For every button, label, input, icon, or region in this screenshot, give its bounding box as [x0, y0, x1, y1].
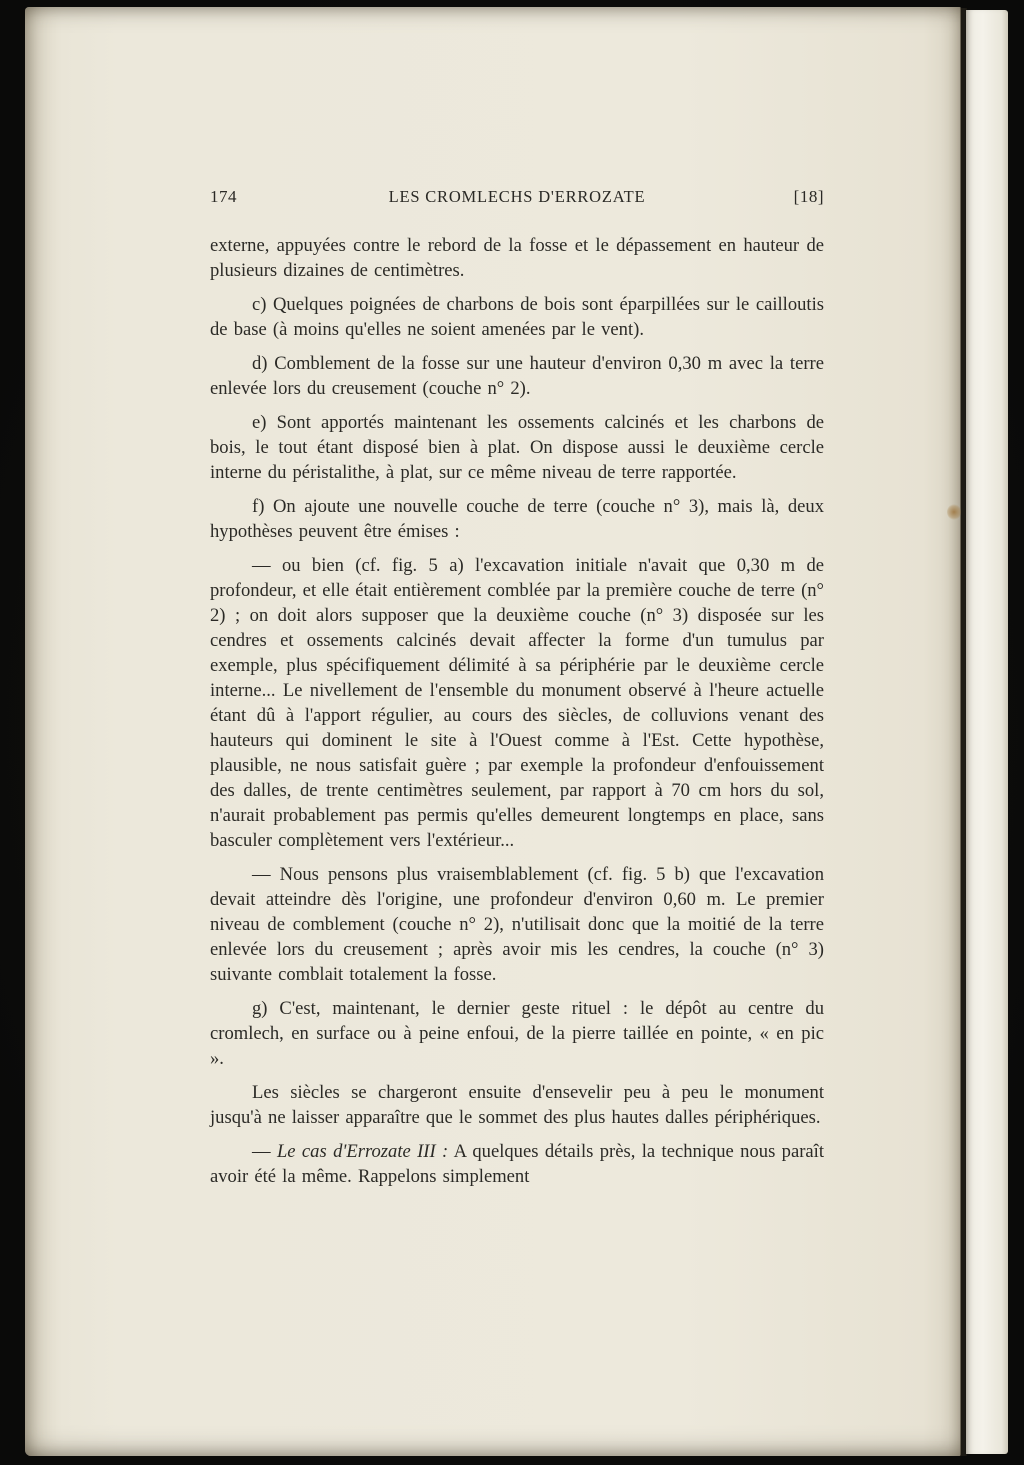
text-run: A quelques détails près, la technique nous paraît avoir été la même. Rappelons simplement [210, 1141, 824, 1187]
text-run: — ou bien (cf. fig. 5 a) l'excavation initiale n'avait que 0,30 m de profondeur, et elle était entièrement comblée par la première couche de terre (n° 2) ; on doit alors supposer que la deuxième couche (n° 3) disposée sur les cendres et ossements calcinés devait affecter la forme d'un tumulus par exemple, plus spécifiquement délimité à sa périphérie par le deuxième cercle interne... Le nivellement de l'ensemble du monument observé à l'heure actuelle étant dû à l'apport régulier, au cours des siècles, de colluvions venant des hauteurs qui dominent le site à l'Ouest comme à l'Est. Cette hypothèse, plausible, ne nous satisfait guère ; par exemple la profondeur d'enfouissement des dalles, de trente centimètres seulement, par rapport à 70 cm hors du sol, n'aurait probablement pas permis qu'elles demeurent longtemps en place, sans basculer complètement vers l'extérieur... [210, 555, 824, 851]
paragraph [210, 292, 824, 342]
text-run: c) Quelques poignées de charbons de bois sont éparpillées sur le cailloutis de base (à moins qu'elles ne soient amenées par le vent). [210, 294, 824, 340]
column-reference: [18] [793, 187, 824, 206]
text-run: g) C'est, maintenant, le dernier geste rituel : le dépôt au centre du cromlech, en surface ou à peine enfoui, de la pierre taillée en pointe, « en pic ». [210, 998, 824, 1069]
paper-stain [947, 504, 961, 520]
paragraph [210, 494, 824, 544]
paragraph [210, 996, 824, 1071]
paragraph [210, 1139, 824, 1189]
text-run: d) Comblement de la fosse sur une hauteur d'environ 0,30 m avec la terre enlevée lors du creusement (couche n° 2). [210, 353, 824, 399]
paragraph [210, 1080, 824, 1130]
page-number: 174 [210, 187, 237, 206]
paragraph [210, 233, 824, 283]
page-text [210, 233, 824, 1189]
running-head [210, 187, 824, 207]
book-page [25, 7, 961, 1456]
paragraph [210, 410, 824, 485]
text-run: externe, appuyées contre le rebord de la fosse et le dépassement en hauteur de plusieurs dizaines de centimètres. [210, 235, 824, 281]
paragraph [210, 351, 824, 401]
paragraph [210, 862, 824, 987]
text-run: f) On ajoute une nouvelle couche de terre (couche n° 3), mais là, deux hypothèses peuvent être émises : [210, 496, 824, 542]
text-run: — Nous pensons plus vraisemblablement (cf. fig. 5 b) que l'excavation devait atteindre dès l'origine, une profondeur d'environ 0,60 m. Le premier niveau de comblement (couche n° 2), n'utilisait donc que la moitié de la terre enlevée lors du creusement ; après avoir mis les cendres, la couche (n° 3) suivante comblait totalement la fosse. [210, 864, 824, 985]
italic-text-run: Le cas d'Errozate III : [276, 1141, 449, 1162]
running-title: LES CROMLECHS D'ERROZATE [388, 187, 646, 206]
text-run: Les siècles se chargeront ensuite d'ensevelir peu à peu le monument jusqu'à ne laisser apparaître que le sommet des plus hautes dalles périphériques. [210, 1082, 824, 1128]
paragraph [210, 553, 824, 853]
text-run: e) Sont apportés maintenant les ossements calcinés et les charbons de bois, le tout étant disposé bien à plat. On dispose aussi le deuxième cercle interne du péristalithe, à plat, sur ce même niveau de terre rapportée. [210, 412, 824, 483]
printed-content [210, 187, 824, 1198]
next-page-edge [966, 10, 1008, 1454]
text-run: — [252, 1141, 277, 1162]
